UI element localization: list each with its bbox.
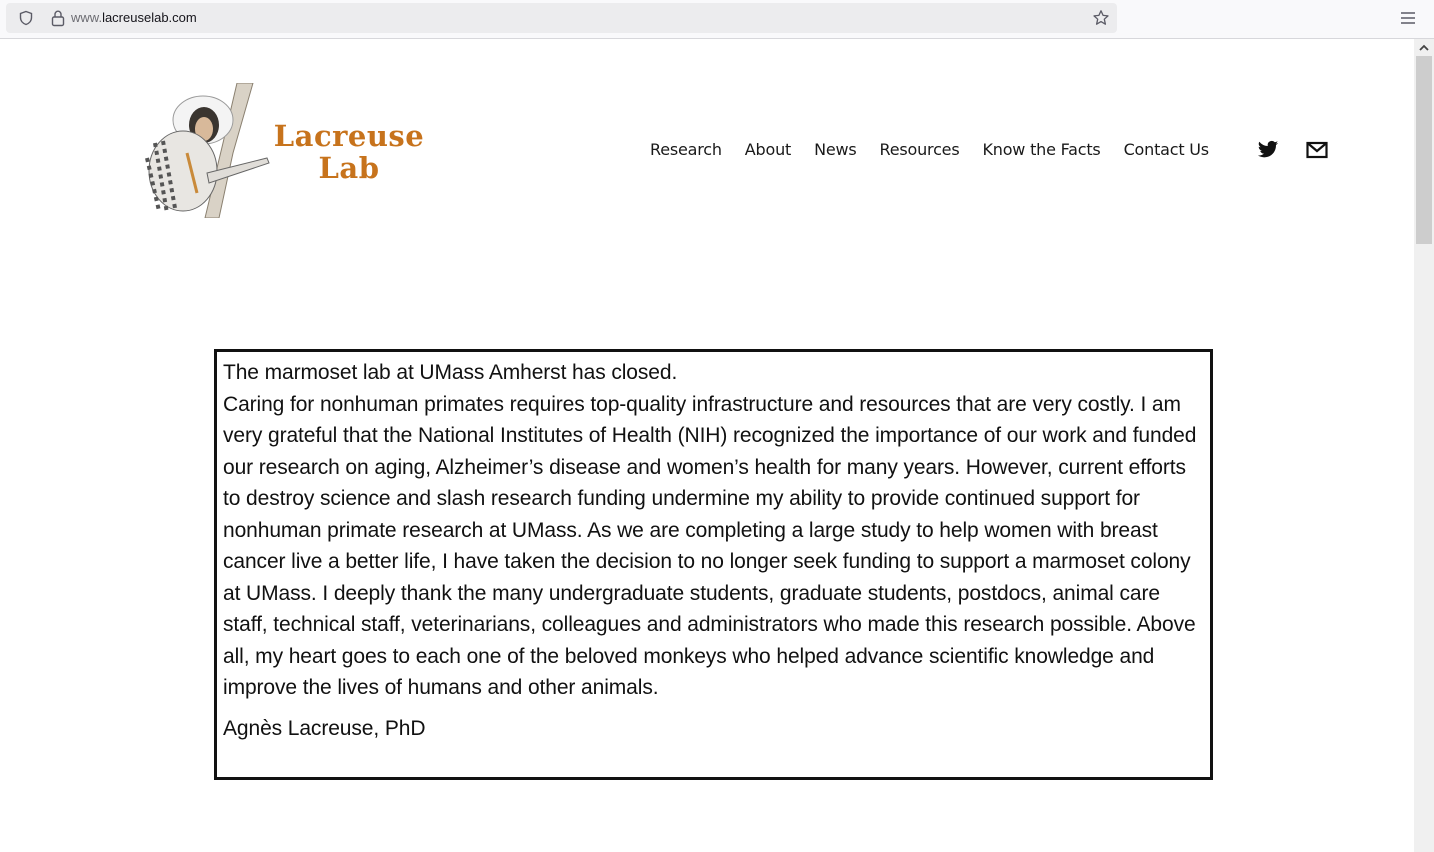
- nav-news[interactable]: News: [814, 140, 857, 159]
- lab-closure-notice: [214, 349, 1213, 780]
- nav-about[interactable]: About: [744, 140, 792, 159]
- nav-resources[interactable]: Resources: [879, 140, 960, 159]
- logo-title[interactable]: [272, 120, 426, 184]
- chevron-up-icon: [1419, 44, 1429, 51]
- email-icon[interactable]: [1306, 140, 1328, 160]
- browser-toolbar: [0, 0, 1434, 39]
- address-bar[interactable]: [6, 3, 1117, 33]
- page-content: [0, 40, 1414, 852]
- twitter-icon[interactable]: [1257, 140, 1279, 160]
- logo-title-line2: Lab: [318, 151, 380, 185]
- notice-headline: The marmoset lab at UMass Amherst has closed.: [223, 361, 678, 384]
- social-links: [1257, 140, 1328, 160]
- url-prefix: www.: [71, 10, 103, 25]
- marmoset-illustration-icon: [137, 83, 277, 218]
- logo-title-line1: Lacreuse: [273, 119, 425, 153]
- nav-research[interactable]: Research: [650, 140, 722, 159]
- main-nav: [650, 140, 1209, 159]
- notice-body: Caring for nonhuman primates requires top-quality infrastructure and resources that are very costly. I am very grateful that the National Institutes of Health (NIH) recognized the importance of our work and funded our research on aging, Alzheimer’s disease and women’s health for many years. However, current efforts to destroy science and slash research funding undermine my ability to provide continued support for nonhuman primate research at UMass. As we are completing a large study to help women with breast cancer live a better life, I have taken the decision to no longer seek funding to support a marmoset colony at UMass. I deeply thank the many undergraduate students, graduate students, postdocs, animal care staff, technical staff, veterinarians, colleagues and administrators who made this research possible. Above all, my heart goes to each one of the beloved monkeys who helped advance scientific knowledge and improve the lives of humans and other animals.: [223, 392, 1197, 699]
- url-domain: lacreuselab.com: [102, 10, 197, 25]
- lock-icon[interactable]: [50, 9, 66, 27]
- nav-contact-us[interactable]: Contact Us: [1123, 140, 1209, 159]
- notice-signature: Agnès Lacreuse, PhD: [223, 716, 426, 740]
- shield-icon[interactable]: [18, 10, 34, 26]
- scroll-up-button[interactable]: [1414, 39, 1434, 55]
- scroll-thumb[interactable]: [1416, 56, 1432, 244]
- url-text[interactable]: [71, 10, 197, 25]
- nav-know-the-facts[interactable]: Know the Facts: [982, 140, 1101, 159]
- vertical-scrollbar[interactable]: [1414, 39, 1434, 852]
- star-icon[interactable]: [1092, 9, 1110, 27]
- hamburger-menu-icon[interactable]: [1399, 10, 1417, 26]
